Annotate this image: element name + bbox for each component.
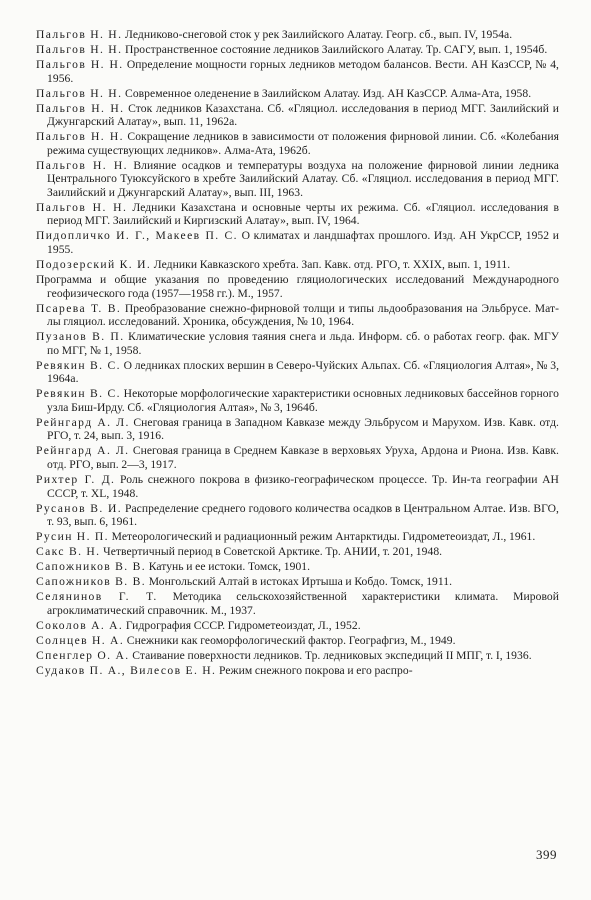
bibliography-entry <box>36 560 559 574</box>
entry-text: Ледниково-снеговой сток у рек Заилийского Алатау. Геогр. сб., вып. IV, 1954а. <box>125 28 513 41</box>
entry-text: Некоторые морфологические характеристики основных ледниковых бассейнов горного узла Биш-Ирду. Сб. «Гляциология Алтая», № 3, 1964б. <box>47 387 559 414</box>
entry-author: Судаков П. А., Вилесов Е. Н. <box>36 663 217 677</box>
bibliography-entry <box>36 473 559 500</box>
entry-author: Пидопличко И. Г., Макеев П. С. <box>36 229 238 243</box>
entry-author: Ревякин В. С. <box>36 358 121 372</box>
bibliography-entry <box>36 664 559 678</box>
entry-text: Стаивание поверхности ледников. Тр. ледниковых экспедиций II МПГ, т. I, 1936. <box>132 648 532 662</box>
entry-text: Катунь и ее истоки. Томск, 1901. <box>148 560 311 574</box>
entry-text: Метеорологический и радиационный режим Антарктиды. Гидрометеоиздат, Л., 1961. <box>111 530 536 544</box>
entry-author: Пальгов Н. Н. <box>36 158 128 172</box>
entry-text: Методика сельскохозяйственной характеристики климата. Мировой агроклиматический справочник. М., 1937. <box>47 590 559 617</box>
bibliography-entry <box>36 575 559 589</box>
entry-author: Спенглер О. А. <box>36 648 130 662</box>
entry-author: Русин Н. П. <box>36 530 109 544</box>
entry-author: Селянинов Г. Т. <box>36 590 158 604</box>
page-number: 399 <box>536 847 557 862</box>
entry-text: Сокращение ледников в зависимости от положения фирновой линии. Сб. «Колебания режима существующих ледников». Алма-Ата, 1962б. <box>47 130 560 157</box>
entry-author: Пальгов Н. Н. <box>36 101 125 115</box>
bibliography-list <box>36 28 559 677</box>
entry-author: Рихтер Г. Д. <box>36 473 116 487</box>
bibliography-entry <box>36 590 559 617</box>
bibliography-entry <box>36 502 559 529</box>
entry-author: Сапожников В. В. <box>36 560 147 574</box>
bibliography-entry <box>36 545 559 559</box>
entry-author: Псарева Т. В. <box>36 301 122 315</box>
entry-text: Гидрография СССР. Гидрометеоиздат, Л., 1952. <box>125 618 361 632</box>
entry-author: Сапожников В. В. <box>36 575 147 589</box>
bibliography-entry <box>36 416 559 443</box>
entry-text: Определение мощности горных ледников методом балансов. Вести. АН КазССР, № 4, 1956. <box>47 57 559 85</box>
entry-text: Пространственное состояние ледников Заилийского Алатау. Тр. САГУ, вып. 1, 1954б. <box>125 42 548 56</box>
entry-text: Программа и общие указания по проведению гляциологических исследований Международного геофизического года (1957—1958 гг.). М., 1957. <box>36 273 559 300</box>
entry-author: Соколов А. А. <box>36 618 124 632</box>
entry-author: Сакс В. Н. <box>36 545 101 559</box>
entry-author: Солнцев Н. А. <box>36 633 125 647</box>
entry-text: Сток ледников Казахстана. Сб. «Гляциол. исследования в период МГГ. Заилийский и Джунгарский Алатау», вып. 11, 1962а. <box>47 101 559 129</box>
entry-text: Монгольский Алтай в истоках Иртыша и Кобдо. Томск, 1911. <box>148 575 453 589</box>
entry-text: Четвертичный период в Советской Арктике. Тр. АНИИ, т. 201, 1948. <box>103 545 443 559</box>
bibliography-entry <box>36 619 559 633</box>
entry-text: Преобразование снежно-фирновой толщи и типы льдообразования на Эльбрусе. Мат-лы гляциол. исследований. Хроника, обсуждения, № 10, 1964. <box>47 301 559 329</box>
entry-text: Снежники как геоморфологический фактор. Географгиз, М., 1949. <box>126 633 456 647</box>
entry-author: Пальгов Н. Н. <box>36 200 128 214</box>
bibliography-entry <box>36 102 559 129</box>
bibliography-entry <box>36 649 559 663</box>
bibliography-entry <box>36 58 559 85</box>
bibliography-entry <box>36 273 559 300</box>
entry-text: Ледники Казахстана и основные черты их режима. Сб. «Гляциол. исследования в период МГГ. Заилийский и Киргизский Алатау», вып. IV, 1964. <box>47 200 559 228</box>
bibliography-entry <box>36 530 559 544</box>
bibliography-entry <box>36 330 559 357</box>
bibliography-entry <box>36 387 559 414</box>
entry-text: Роль снежного покрова в физико-географическом процессе. Тр. Ин-та географии АН СССР, т. XL, 1948. <box>47 473 559 500</box>
bibliography-entry <box>36 201 559 228</box>
bibliography-entry <box>36 359 559 386</box>
bibliography-entry <box>36 444 559 471</box>
entry-author: Пальгов Н. Н. <box>36 42 123 56</box>
bibliography-entry <box>36 130 559 157</box>
bibliography-entry <box>36 28 559 42</box>
entry-author: Ревякин В. С. <box>36 387 121 401</box>
entry-author: Подозерский К. И. <box>36 258 152 272</box>
entry-text: Распределение среднего годового количества осадков в Центральном Алтае. Изв. ВГО, т. 93, вып. 6, 1961. <box>47 501 559 529</box>
entry-text: Современное оледенение в Заилийском Алатау. Изд. АН КазССР. Алма-Ата, 1958. <box>125 86 532 100</box>
bibliography-entry <box>36 87 559 101</box>
entry-author: Пальгов Н. Н. <box>36 57 124 71</box>
bibliography-entry <box>36 159 559 200</box>
entry-text: Ледники Кавказского хребта. Зап. Кавк. отд. РГО, т. XXIX, вып. 1, 1911. <box>153 258 511 272</box>
bibliography-entry <box>36 43 559 57</box>
bibliography-entry <box>36 229 559 256</box>
bibliography-entry <box>36 302 559 329</box>
entry-text: Снеговая граница в Среднем Кавказе в верховьях Уруха, Ардона и Риона. Изв. Кавк. отд. РГО, вып. 2—3, 1917. <box>47 444 560 472</box>
entry-author: Пузанов В. П. <box>36 330 125 344</box>
entry-author: Пальгов Н. Н. <box>36 28 123 41</box>
entry-text: Климатические условия таяния снега и льда. Информ. сб. о работах геогр. фак. МГУ по МГГ, № 1, 1958. <box>47 330 560 357</box>
entry-author: Пальгов Н. Н. <box>36 130 124 144</box>
entry-text: Режим снежного покрова и его распро- <box>219 663 413 677</box>
entry-author: Русанов В. И. <box>36 501 123 515</box>
entry-author: Рейнгард А. Л. <box>36 444 130 458</box>
entry-author: Рейнгард А. Л. <box>36 415 130 429</box>
entry-text: О климатах и ландшафтах прошлого. Изд. АН УкрССР, 1952 и 1955. <box>47 229 560 257</box>
entry-text: Снеговая граница в Западном Кавказе между Эльбрусом и Марухом. Изв. Кавк. отд. РГО, т. 24, вып. 3, 1916. <box>47 415 559 443</box>
bibliography-entry <box>36 258 559 272</box>
entry-text: О ледниках плоских вершин в Северо-Чуйских Альпах. Сб. «Гляциология Алтая», № 3, 1964а. <box>47 358 560 386</box>
entry-text: Влияние осадков и температуры воздуха на положение фирновой линии ледника Центрального Туюксуйского в хребте Заилийский Алатау. Сб. «Гляциол. исследования в период МГГ. Заилийский и Джунгарский Алатау», вып. III, 1963. <box>47 158 559 199</box>
bibliography-entry <box>36 634 559 648</box>
entry-author: Пальгов Н. Н. <box>36 86 123 100</box>
